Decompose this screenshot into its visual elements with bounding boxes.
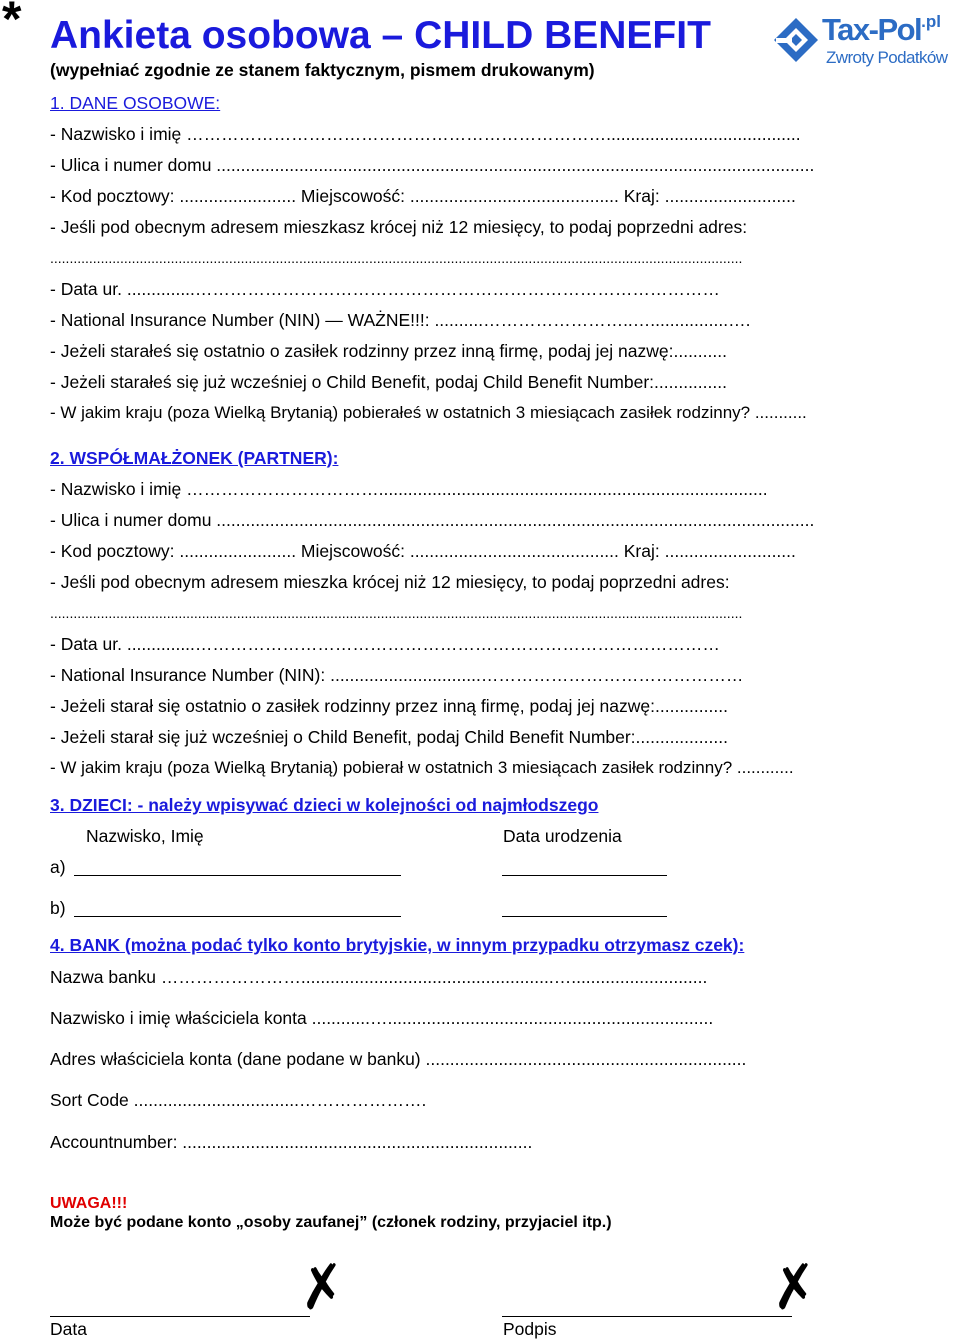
child-b-name-line[interactable] (74, 916, 401, 917)
partner-field-surname-name[interactable]: - Nazwisko i imię ……………………………................................................................................ (50, 479, 768, 499)
children-col-name: Nazwisko, Imię (86, 826, 204, 846)
date-signature-line[interactable] (50, 1316, 310, 1317)
child-b-date-line[interactable] (502, 916, 667, 917)
field-previous-address[interactable]: .................................................................................................................................................................................. (50, 250, 743, 266)
partner-field-child-benefit-number[interactable]: - Jeżeli starał się już wcześniej o Child Benefit, podaj Child Benefit Number:................... (50, 727, 728, 747)
bank-field-name[interactable]: Nazwa banku ……………………....................................................…............................ (50, 967, 708, 987)
field-foreign-benefit-country[interactable]: - W jakim kraju (poza Wielką Brytanią) pobierałeś w ostatnich 3 miesiącach zasiłek rodzinny? ........... (50, 403, 807, 422)
field-surname-name[interactable]: - Nazwisko i imię ………………………………………………………………........................................ (50, 124, 801, 144)
partner-field-postcode-city-country[interactable]: - Kod pocztowy: ........................ Miejscowość: ........................................... Kraj: ........................... (50, 541, 796, 561)
tax-pol-logo (772, 14, 958, 72)
field-street[interactable]: - Ulica i numer domu ........................................................................................................................... (50, 155, 815, 175)
partner-field-previous-address[interactable]: .................................................................................................................................................................................. (50, 605, 743, 621)
trusted-account-note: Może być podane konto „osoby zaufanej” (członek rodziny, przyjaciel itp.) (50, 1214, 612, 1231)
bank-field-owner[interactable]: Nazwisko i imię właściciela konta ............…................................................................... (50, 1008, 714, 1028)
signature-line[interactable] (502, 1316, 792, 1317)
partner-field-birth-date[interactable]: - Data ur. ..............……………………………………………………………………………… (50, 634, 720, 654)
partner-field-previous-company[interactable]: - Jeżeli starał się ostatnio o zasiłek rodzinny przez inną firmę, podaj jej nazwę:............... (50, 696, 728, 716)
field-previous-company[interactable]: - Jeżeli starałeś się ostatnio o zasiłek rodzinny przez inną firmę, podaj jej nazwę:........... (50, 341, 727, 361)
date-label: Data (50, 1319, 87, 1339)
section-partner-heading: 2. WSPÓŁMAŁŻONEK (PARTNER): (50, 448, 339, 468)
children-col-birth-date: Data urodzenia (503, 826, 622, 846)
form-title: Ankieta osobowa – CHILD BENEFIT (50, 14, 711, 57)
partner-field-previous-address-label: - Jeśli pod obecnym adresem mieszka krócej niż 12 miesięcy, to podaj poprzedni adres: (50, 572, 730, 592)
section-children-heading: 3. DZIECI: - należy wpisywać dzieci w kolejności od najmłodszego (50, 795, 599, 815)
sign-here-mark-date: ✗ (293, 1249, 352, 1325)
sign-here-mark-signature: ✗ (765, 1249, 824, 1325)
warning-label: UWAGA!!! (50, 1195, 128, 1212)
partner-field-foreign-benefit-country[interactable]: - W jakim kraju (poza Wielką Brytanią) pobierał w ostatnich 3 miesiącach zasiłek rodzinny? ............ (50, 758, 794, 777)
field-previous-address-label: - Jeśli pod obecnym adresem mieszkasz krócej niż 12 miesięcy, to podaj poprzedni adres: (50, 217, 748, 237)
field-child-benefit-number[interactable]: - Jeżeli starałeś się już wcześniej o Child Benefit, podaj Child Benefit Number:............... (50, 372, 727, 392)
logo-name: Tax-Pol$^{.pl}$ (822, 12, 942, 47)
logo-tagline: Zwroty Podatków (826, 48, 948, 67)
section-bank-heading: 4. BANK (można podać tylko konto brytyjskie, w innym przypadku otrzymasz czek): (50, 935, 745, 955)
asterisk-mark: * (2, 0, 22, 47)
field-birth-date[interactable]: - Data ur. ..............……………………………………………………………………………… (50, 279, 720, 299)
form-subtitle: (wypełniać zgodnie ze stanem faktycznym, pismem drukowanym) (50, 60, 595, 80)
child-row-a-label: a) (50, 857, 66, 877)
tax-pol-logo-icon (772, 16, 820, 64)
bank-field-owner-address[interactable]: Adres właściciela konta (dane podane w banku) .................................................................. (50, 1049, 747, 1069)
child-a-date-line[interactable] (502, 875, 667, 876)
logo-tld: .pl (921, 12, 942, 31)
signature-label: Podpis (503, 1319, 557, 1339)
partner-field-street[interactable]: - Ulica i numer domu ........................................................................................................................... (50, 510, 815, 530)
child-a-name-line[interactable] (74, 875, 401, 876)
child-row-b-label: b) (50, 898, 66, 918)
bank-field-account-number[interactable]: Accountnumber: ........................................................................ (50, 1132, 533, 1152)
field-nin[interactable]: - National Insurance Number (NIN) — WAŻNE!!!: ..........……………………..…................…. (50, 310, 751, 330)
field-postcode-city-country[interactable]: - Kod pocztowy: ........................ Miejscowość: ........................................... Kraj: ........................... (50, 186, 796, 206)
partner-field-nin[interactable]: - National Insurance Number (NIN): ...............................……………………………………… (50, 665, 744, 685)
section-personal-heading: 1. DANE OSOBOWE: (50, 93, 221, 113)
bank-field-sort-code[interactable]: Sort Code ..................................…………………. (50, 1090, 427, 1110)
